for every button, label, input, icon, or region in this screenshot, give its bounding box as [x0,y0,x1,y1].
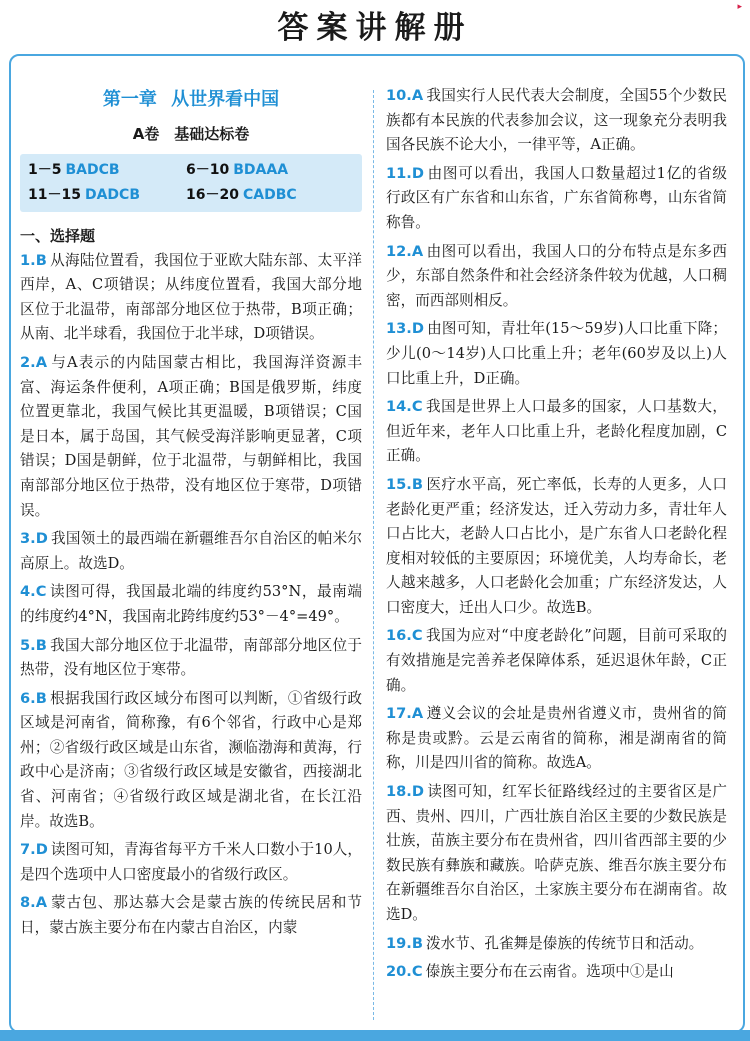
answer-key-cell [186,158,356,183]
answer-item [20,351,362,523]
answer-item [20,527,362,576]
footer-band [0,1030,750,1041]
chapter-number: 第一章 [102,89,157,110]
answer-key-table [20,154,362,212]
chapter-heading [20,88,362,118]
answer-item [386,240,727,314]
answer-text: 读图可知，红军长征路线经过的主要省区是广西、贵州、四川，广西壮族自治区主要的少数民族是壮族，苗族主要分布在贵州省，四川省西部主要的少数民族有彝族和藏族。哈萨克族、维吾尔族主要分布在新疆维吾尔自治区，土家族主要分布在湖南省。故选D。 [386,783,727,923]
answer-text: 我国为应对“中度老龄化”问题，目前可采取的有效措施是完善养老保障体系，延迟退休年龄，C正确。 [386,627,727,694]
answer-text: 根据我国行政区域分布图可以判断，①省级行政区域是河南省，简称豫，有6个邻省，行政中心是郑州；②省级行政区域是山东省，濒临渤海和黄海，行政中心是济南；③省级行政区域是安徽省，西接湖北省、河南省；④省级行政区域是湖北省，在长江沿岸。故选B。 [20,689,362,830]
answer-label: 15.B [386,475,423,493]
answer-item [386,780,727,928]
answer-label: 7.D [20,841,48,859]
answer-item [386,317,727,391]
answer-key-cell [28,183,186,208]
answer-label: 2.A [20,353,47,371]
answer-key-answers: DADCB [84,187,140,203]
answer-item [20,634,362,683]
left-column [20,84,362,945]
answer-label: 13.D [386,320,424,338]
answer-label: 14.C [386,398,423,416]
right-column [386,84,727,989]
answer-text: 遵义会议的会址是贵州省遵义市，贵州省的简称是贵或黔。云是云南省的简称，湘是湖南省的简称，川是四川省的简称。故选A。 [386,705,727,772]
answer-label: 12.A [386,242,424,260]
answer-label: 18.D [386,783,424,801]
answer-item [20,687,362,835]
answer-text: 由图可以看出，我国人口数量超过1亿的省级行政区有广东省和山东省，广东省简称粤，山东省简称鲁。 [386,164,727,231]
answer-item [386,162,727,236]
answer-key-answers: BDAAA [233,162,289,178]
answer-item [386,84,727,158]
answer-item [386,960,727,985]
answer-key-answers: BADCB [65,162,120,178]
answer-text: 从海陆位置看，我国位于亚欧大陆东部、太平洋西岸，A、C项错误；从纬度位置看，我国大部分地区位于北温带，南部部分地区位于热带，B项正确；从南、北半球看，我国位于北半球，D项错误。 [20,251,362,343]
answer-key-range: 6－10 [186,162,230,178]
answer-label: 19.B [386,934,423,952]
answer-text: 由图可以看出，我国人口的分布特点是东多西少，东部自然条件和社会经济条件较为优越，人口稠密，而西部则相反。 [386,242,727,309]
answer-label: 17.A [386,705,424,723]
section-title: A卷 基础达标卷 [132,125,250,143]
answer-text: 我国是世界上人口最多的国家，人口基数大，但近年来，老年人口比重上升，老龄化程度加剧，C正确。 [386,398,727,465]
answer-label: 20.C [386,963,423,981]
answer-label: 3.D [20,530,48,548]
answer-text: 医疗水平高，死亡率低，长寿的人更多，人口老龄化更严重；经济发达，迁入劳动力多，青壮年人口占比大，老龄人口占比小，是广东省人口老龄化程度相对较低的主要原因；环境优美，人均寿命长，老人越来越多，人口老龄化会加重；广东经济发达，人口密度大，迁出人口少。故选B。 [386,475,727,616]
answer-label: 10.A [386,87,424,104]
answer-label: 5.B [20,636,47,654]
answer-key-answers: CADBC [242,187,297,203]
answer-label: 6.B [20,689,47,707]
answer-label: 16.C [386,627,423,645]
answer-text: 读图可得，我国最北端的纬度约53°N，最南端的纬度约4°N，我国南北跨纬度约53°－4°=49°。 [20,583,362,625]
answer-item [20,838,362,887]
answer-label: 1.B [20,251,47,269]
answer-label: 11.D [386,164,424,182]
answer-label: 8.A [20,894,47,912]
answer-key-range: 16－20 [186,187,239,203]
page-title: 答案讲解册 [277,10,473,46]
answer-item [386,395,727,469]
answer-item [20,891,362,940]
answer-key-range: 1－5 [28,162,62,178]
answer-text: 我国大部分地区位于北温带，南部部分地区位于热带，没有地区位于寒带。 [20,636,362,679]
answer-text: 我国领土的最西端在新疆维吾尔自治区的帕米尔高原上。故选D。 [20,530,362,572]
answer-item [386,624,727,698]
answer-text: 与A表示的内陆国蒙古相比，我国海洋资源丰富、海运条件便利，A项正确；B国是俄罗斯，纬度位置更靠北，我国气候比其更温暖，B项错误；C国是日本，属于岛国，其气候受海洋影响更显著，C项错误；D国是朝鲜，位于北温带，与朝鲜相比，我国南部部分地区位于热带，没有地区位于寒带，D项错误。 [20,353,362,519]
answer-text: 蒙古包、那达慕大会是蒙古族的传统民居和节日，蒙古族主要分布在内蒙古自治区，内蒙 [20,894,362,937]
answer-label: 4.C [20,583,47,601]
answer-item [386,932,727,957]
answer-item [20,249,362,347]
answer-text: 泼水节、孔雀舞是傣族的传统节日和活动。 [425,934,704,952]
answer-key-cell [28,158,186,183]
answer-key-cell [186,183,356,208]
answer-item [386,473,727,621]
answer-item [20,580,362,629]
answer-item [386,702,727,776]
answer-text: 我国实行人民代表大会制度，全国55个少数民族都有本民族的代表参加会议，这一现象充分表明我国各民族不论大小，一律平等，A正确。 [386,87,727,154]
answer-key-range: 11－15 [28,187,81,203]
answer-text: 傣族主要分布在云南省。选项中①是山 [425,963,674,981]
corner-mark-icon: ▸ [737,2,742,12]
column-divider [373,90,374,1020]
answer-text: 读图可知，青海省每平方千米人口数小于10人，是四个选项中人口密度最小的省级行政区。 [20,841,362,883]
question-type-heading: 一、选择题 [20,227,96,245]
answer-text: 由图可知，青壮年(15～59岁)人口比重下降；少儿(0～14岁)人口比重上升；老年(60岁及以上)人口比重上升，D正确。 [386,320,727,387]
chapter-name: 从世界看中国 [171,89,280,110]
